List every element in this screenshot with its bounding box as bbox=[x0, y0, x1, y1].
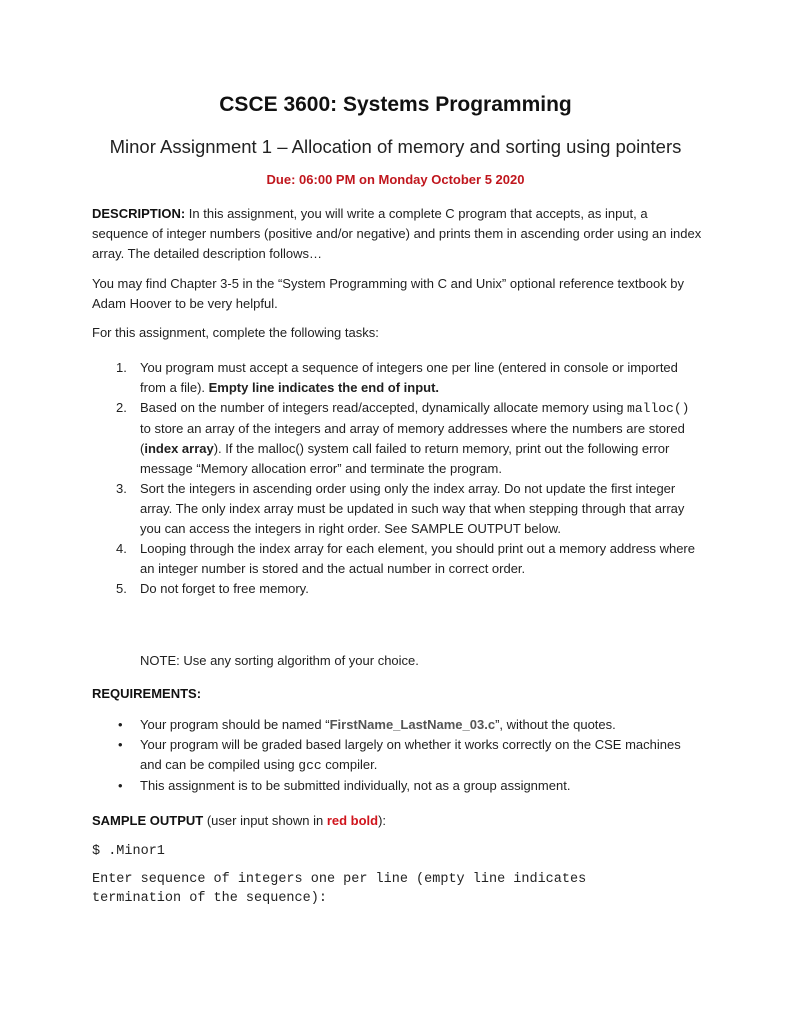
note-text: NOTE: Use any sorting algorithm of your choice. bbox=[140, 653, 419, 668]
task-number: 5. bbox=[116, 581, 127, 596]
task-text: You program must accept a sequence of integers one per line (entered in console or imported from a file). bbox=[140, 360, 678, 395]
sample-text: ): bbox=[378, 813, 387, 828]
task-list bbox=[92, 358, 702, 599]
red-bold-text: red bold bbox=[326, 813, 379, 828]
description-text: In this assignment, you will write a complete C program that accepts, as input, a sequence of integer numbers (positive and/or negative) and prints them in ascending order using an index array. The detailed description follows… bbox=[92, 206, 702, 261]
requirement-item bbox=[92, 776, 702, 796]
sample-command: $ .Minor1 bbox=[92, 844, 165, 859]
task-item bbox=[92, 539, 702, 579]
requirement-text: compiler. bbox=[321, 757, 378, 772]
requirements-heading: REQUIREMENTS: bbox=[92, 686, 202, 701]
task-text: Sort the integers in ascending order using only the index array. Do not update the first integer array. The only index array must be updated in such way that when stepping through that array you can access the integers in right order. See SAMPLE OUTPUT below. bbox=[140, 481, 685, 536]
task-number: 2. bbox=[116, 400, 127, 415]
malloc-code: malloc() bbox=[627, 401, 690, 416]
assignment-subtitle: Minor Assignment 1 – Allocation of memory and sorting using pointers bbox=[109, 136, 682, 157]
bullet-icon: • bbox=[118, 778, 123, 793]
bullet-icon: • bbox=[118, 737, 123, 752]
requirement-text: ”, without the quotes. bbox=[495, 717, 616, 732]
bullet-icon: • bbox=[118, 717, 123, 732]
filename-text: FirstName_LastName_03.c bbox=[329, 717, 496, 732]
gcc-code: gcc bbox=[298, 758, 322, 773]
course-title: CSCE 3600: Systems Programming bbox=[219, 93, 572, 116]
task-item bbox=[92, 358, 702, 398]
task-item bbox=[92, 479, 702, 539]
task-text: to store an array of the integers and array of memory addresses where the numbers are stored ( bbox=[140, 421, 685, 456]
reference-paragraph: You may find Chapter 3-5 in the “System Programming with C and Unix” optional reference textbook by Adam Hoover to be very helpful. bbox=[92, 276, 685, 311]
sample-label: SAMPLE OUTPUT bbox=[92, 813, 204, 828]
sample-prompt-line2: termination of the sequence): bbox=[92, 891, 327, 906]
task-text: Do not forget to free memory. bbox=[140, 581, 309, 596]
requirement-text: Your program should be named “ bbox=[140, 717, 330, 732]
description-label: DESCRIPTION: bbox=[92, 206, 186, 221]
task-item bbox=[92, 398, 702, 479]
description-paragraph bbox=[92, 204, 702, 264]
requirements-list bbox=[92, 715, 702, 796]
task-text: ). If the malloc() system call failed to return memory, print out the following error message “Memory allocation error” and terminate the program. bbox=[140, 441, 670, 476]
index-array-bold: index array bbox=[144, 441, 214, 456]
sample-text: (user input shown in bbox=[203, 813, 327, 828]
requirement-item bbox=[92, 715, 702, 735]
due-date: Due: 06:00 PM on Monday October 5 2020 bbox=[266, 172, 525, 187]
tasks-intro: For this assignment, complete the following tasks: bbox=[92, 325, 379, 340]
task-number: 3. bbox=[116, 481, 127, 496]
requirement-text: This assignment is to be submitted individually, not as a group assignment. bbox=[140, 778, 571, 793]
task-text: Based on the number of integers read/accepted, dynamically allocate memory using bbox=[140, 400, 628, 415]
requirement-item bbox=[92, 735, 702, 776]
task-number: 4. bbox=[116, 541, 127, 556]
requirement-text: Your program will be graded based largely on whether it works correctly on the CSE machines and can be compiled using bbox=[140, 737, 681, 772]
sample-prompt-line1: Enter sequence of integers one per line (empty line indicates bbox=[92, 872, 587, 887]
task-bold-text: Empty line indicates the end of input. bbox=[208, 380, 440, 395]
sample-output-heading bbox=[92, 811, 702, 831]
task-number: 1. bbox=[116, 360, 127, 375]
task-item bbox=[92, 579, 702, 599]
task-text: Looping through the index array for each element, you should print out a memory address where an integer number is stored and the actual number in correct order. bbox=[140, 541, 695, 576]
